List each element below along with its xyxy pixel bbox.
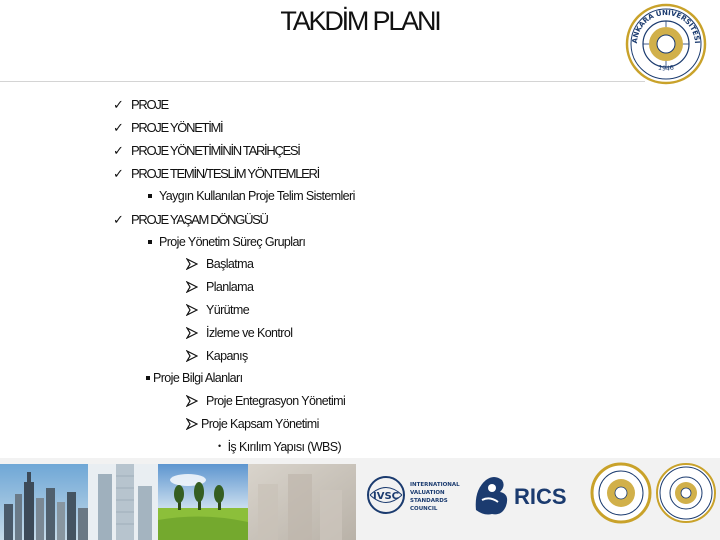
knowledge-area-item: Proje Entegrasyon Yönetimi (186, 394, 345, 408)
square-bullet-icon (148, 194, 152, 198)
header-divider (0, 81, 645, 82)
knowledge-areas-label: Proje Bilgi Alanları (153, 371, 243, 385)
rics-label: RICS (514, 484, 567, 509)
square-bullet-icon (146, 376, 150, 380)
outline-item: PROJE YÖNETİMİNİN TARİHÇESİ (131, 143, 300, 158)
delivery-systems-label: Yaygın Kullanılan Proje Telim Sistemleri (159, 189, 355, 203)
arrow-bullet-icon (186, 258, 198, 270)
process-group-item: Başlatma (186, 257, 253, 271)
seal-name: ANKARA ÜNİVERSİTESİ (630, 8, 702, 44)
checkmark-icon: ✓ (113, 97, 124, 112)
process-group-item: İzleme ve Kontrol (186, 326, 292, 340)
landscape-photo (158, 464, 248, 540)
city-skyline-photo (0, 464, 88, 540)
checkmark-icon: ✓ (113, 166, 124, 181)
outline-subitem (148, 235, 305, 249)
arrow-bullet-icon (186, 281, 198, 293)
process-group-item: Planlama (186, 280, 253, 294)
arrow-bullet-icon (186, 395, 198, 407)
ivsc-text-line: INTERNATIONAL (410, 482, 460, 488)
outline-subitem (146, 371, 242, 385)
outline-item: PROJE YÖNETİMİ (131, 120, 223, 135)
wbs-item: • İş Kırılım Yapısı (WBS) (218, 440, 342, 454)
university-seal-logo-small (655, 462, 717, 524)
checkmark-icon: ✓ (113, 143, 124, 158)
dot-bullet-icon: • (218, 441, 221, 451)
outline-item: PROJE (131, 97, 168, 112)
outline-item: PROJE TEMİN/TESLİM YÖNTEMLERİ (131, 166, 319, 181)
arrow-bullet-icon (186, 327, 198, 339)
outline-item: PROJE YAŞAM DÖNGÜSÜ (131, 212, 268, 227)
square-bullet-icon (148, 240, 152, 244)
ivsc-text-line: STANDARDS (410, 498, 448, 504)
university-seal-logo (625, 3, 707, 85)
arrow-bullet-icon (186, 304, 198, 316)
checkmark-icon: ✓ (113, 212, 124, 227)
checkmark-icon: ✓ (113, 120, 124, 135)
ivsc-logo (366, 470, 466, 520)
rics-logo (470, 466, 580, 524)
ivsc-mark: IVSC (372, 491, 400, 502)
ivsc-text-line: COUNCIL (410, 506, 438, 512)
outline-subitem (148, 189, 355, 203)
knowledge-area-item: Proje Kapsam Yönetimi (186, 417, 319, 431)
seal-year: 1946 (657, 63, 675, 73)
seal-logo-gold (590, 462, 652, 524)
tower-photo (88, 464, 158, 540)
arrow-bullet-icon (186, 350, 198, 362)
arrow-bullet-icon (186, 418, 198, 430)
process-group-item: Kapanış (186, 349, 248, 363)
ivsc-text-line: VALUATION (410, 490, 445, 496)
page-title: TAKDİM PLANI (280, 6, 440, 36)
process-group-item: Yürütme (186, 303, 249, 317)
blurred-city-photo (248, 464, 356, 540)
process-groups-label: Proje Yönetim Süreç Grupları (159, 235, 306, 249)
